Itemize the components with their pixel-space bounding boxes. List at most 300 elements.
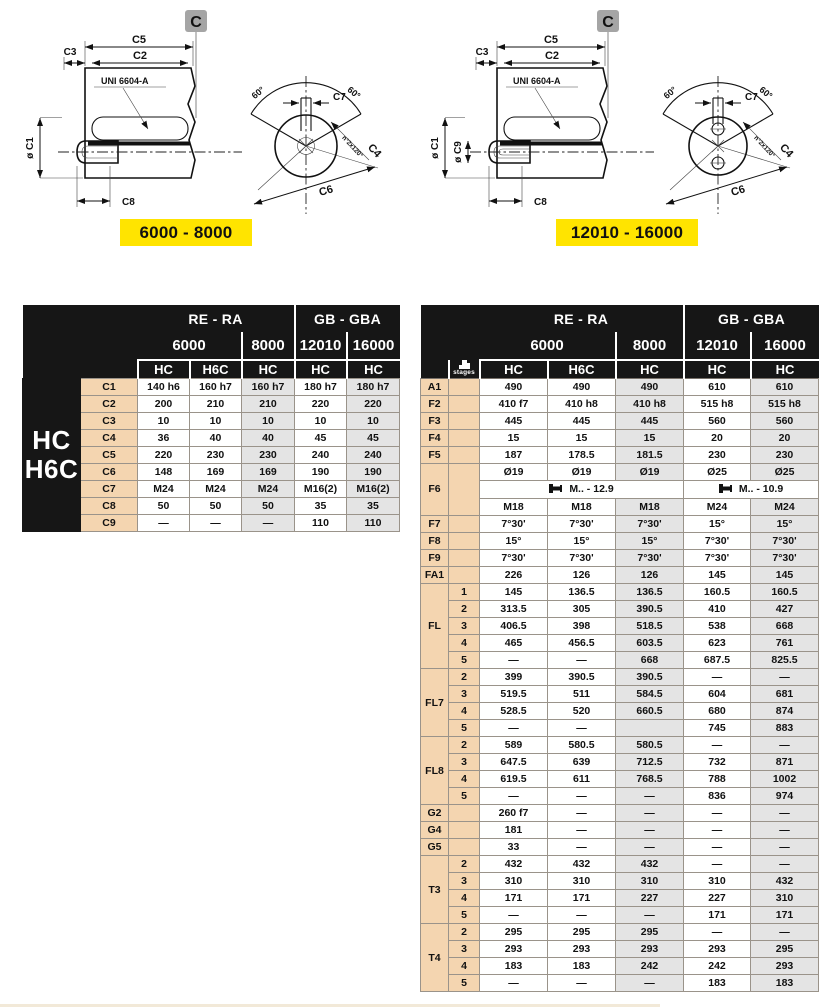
value-cell: 580.5: [616, 737, 684, 754]
stage-cell: [449, 378, 480, 395]
stage-cell: [449, 395, 480, 412]
value-cell: 171: [548, 890, 616, 907]
value-cell: 432: [548, 856, 616, 873]
value-cell: 15: [548, 429, 616, 446]
value-cell: 15°: [616, 533, 684, 550]
value-cell: M16(2): [295, 480, 347, 497]
value-cell: 183: [480, 958, 548, 975]
value-cell: 183: [684, 975, 751, 992]
dim-label-c8: C8: [122, 197, 135, 208]
table-row: [421, 463, 819, 480]
value-cell: 242: [616, 958, 684, 975]
value-cell: 432: [751, 873, 819, 890]
value-cell: 160 h7: [242, 378, 295, 395]
value-cell: 511: [548, 686, 616, 703]
value-cell: 160.5: [684, 584, 751, 601]
stage-cell: 2: [449, 737, 480, 754]
stage-cell: [449, 567, 480, 584]
value-cell: 745: [684, 720, 751, 737]
value-cell: 7°30': [751, 550, 819, 567]
table-row: [421, 669, 819, 686]
value-cell: 242: [684, 958, 751, 975]
value-cell: —: [684, 822, 751, 839]
value-cell: 515 h8: [684, 395, 751, 412]
value-cell: 230: [190, 446, 242, 463]
angle-label-right: 60°: [757, 84, 775, 101]
table-row: [421, 941, 819, 958]
value-cell: 399: [480, 669, 548, 686]
value-cell: 465: [480, 635, 548, 652]
value-cell: 178.5: [548, 446, 616, 463]
value-cell: 610: [751, 378, 819, 395]
value-cell: 10: [190, 412, 242, 429]
value-cell: 668: [616, 652, 684, 669]
table-row: [421, 771, 819, 788]
value-cell: 240: [347, 446, 400, 463]
table-row: [421, 720, 819, 737]
value-cell: —: [684, 805, 751, 822]
value-cell: 538: [684, 618, 751, 635]
row-label-F2: F2: [421, 395, 449, 412]
value-cell: —: [548, 652, 616, 669]
table-row: [421, 703, 819, 720]
value-cell: —: [616, 975, 684, 992]
value-cell: 110: [347, 514, 400, 531]
value-cell: 520: [548, 703, 616, 720]
value-cell: 145: [751, 567, 819, 584]
value-cell: 171: [684, 907, 751, 924]
value-cell: 639: [548, 754, 616, 771]
value-cell: 7°30': [548, 550, 616, 567]
right-table-header: [421, 305, 819, 378]
value-cell: 515 h8: [751, 395, 819, 412]
stage-cell: 4: [449, 958, 480, 975]
value-cell: 7°30': [616, 516, 684, 533]
value-cell: 1002: [751, 771, 819, 788]
value-cell: 180 h7: [347, 378, 400, 395]
bolt-icon: [719, 484, 732, 493]
value-cell: 20: [684, 429, 751, 446]
stage-cell: 3: [449, 941, 480, 958]
table-row: [421, 499, 819, 516]
value-cell: 10: [138, 412, 190, 429]
row-label-C7: C7: [81, 480, 138, 497]
model-header: HC: [295, 360, 347, 378]
value-cell: 310: [751, 890, 819, 907]
value-cell: —: [480, 788, 548, 805]
model-header: H6C: [190, 360, 242, 378]
row-label-FL: FL: [421, 584, 449, 669]
value-cell: —: [548, 805, 616, 822]
stage-cell: 2: [449, 924, 480, 941]
value-cell: 681: [751, 686, 819, 703]
row-label-F6: F6: [421, 463, 449, 516]
table-row: [421, 480, 819, 499]
size-header-6000: 6000: [138, 332, 242, 360]
value-cell: 680: [684, 703, 751, 720]
value-cell: 160 h7: [190, 378, 242, 395]
dim-label-c6: C6: [729, 183, 747, 199]
value-cell: 35: [295, 497, 347, 514]
value-cell: —: [480, 720, 548, 737]
value-cell: 295: [548, 924, 616, 941]
value-cell: 295: [480, 924, 548, 941]
header-corner: [421, 360, 449, 378]
stage-cell: [449, 822, 480, 839]
row-label-C2: C2: [81, 395, 138, 412]
value-cell: 220: [138, 446, 190, 463]
table-row: [421, 533, 819, 550]
value-cell: 871: [751, 754, 819, 771]
value-cell: 390.5: [548, 669, 616, 686]
value-cell: 610: [684, 378, 751, 395]
size-header-16000: 16000: [347, 332, 400, 360]
value-cell: 406.5: [480, 618, 548, 635]
table-row: [421, 788, 819, 805]
row-label-F4: F4: [421, 429, 449, 446]
stage-cell: [449, 516, 480, 533]
value-cell: 293: [751, 958, 819, 975]
value-cell: —: [548, 788, 616, 805]
value-cell: Ø19: [616, 463, 684, 480]
size-header-12010: 12010: [295, 332, 347, 360]
value-cell: 7°30': [751, 533, 819, 550]
dim-label-c1: ø C1: [25, 137, 36, 159]
value-cell: 15°: [751, 516, 819, 533]
model-header: H6C: [548, 360, 616, 378]
value-cell: 50: [190, 497, 242, 514]
bolt-icon: [549, 484, 562, 493]
stage-cell: 5: [449, 720, 480, 737]
bolt-class-label: M.. - 10.9: [738, 482, 784, 495]
value-cell: 310: [548, 873, 616, 890]
value-cell: —: [751, 839, 819, 856]
value-cell: 45: [295, 429, 347, 446]
table-row: [421, 601, 819, 618]
value-cell: 227: [616, 890, 684, 907]
value-cell: 33: [480, 839, 548, 856]
model-header: HC: [347, 360, 400, 378]
value-cell: —: [548, 720, 616, 737]
value-cell: 15°: [548, 533, 616, 550]
value-cell: 50: [242, 497, 295, 514]
value-cell: M18: [616, 499, 684, 516]
bolt-class-content: [719, 481, 783, 497]
value-cell: 293: [616, 941, 684, 958]
value-cell: 126: [616, 567, 684, 584]
value-cell: —: [684, 856, 751, 873]
model-header: HC: [616, 360, 684, 378]
value-cell: 313.5: [480, 601, 548, 618]
value-cell: 140 h6: [138, 378, 190, 395]
value-cell: 974: [751, 788, 819, 805]
value-cell: 180 h7: [295, 378, 347, 395]
stage-cell: 5: [449, 652, 480, 669]
shaft-drawing-12010-16000: [415, 0, 829, 255]
stage-cell: [449, 533, 480, 550]
table-row: [421, 567, 819, 584]
value-cell: M24: [138, 480, 190, 497]
value-cell: 445: [480, 412, 548, 429]
table-row: [421, 395, 819, 412]
value-cell: 604: [684, 686, 751, 703]
value-cell: —: [751, 737, 819, 754]
value-cell: 136.5: [616, 584, 684, 601]
value-cell: 183: [751, 975, 819, 992]
stage-cell: 4: [449, 771, 480, 788]
value-cell: 160.5: [751, 584, 819, 601]
value-cell: 623: [684, 635, 751, 652]
holes-note-label: n°2x120°: [340, 134, 364, 160]
table-row: [421, 618, 819, 635]
stage-cell: [449, 805, 480, 822]
stage-cell: 3: [449, 618, 480, 635]
value-cell: 295: [751, 941, 819, 958]
value-cell: 611: [548, 771, 616, 788]
stage-cell: 4: [449, 703, 480, 720]
table-row: [421, 584, 819, 601]
value-cell: 50: [138, 497, 190, 514]
value-cell: —: [684, 737, 751, 754]
model-range-caption: 12010 - 16000: [556, 219, 698, 246]
row-label-C8: C8: [81, 497, 138, 514]
value-cell: Ø19: [480, 463, 548, 480]
size-header-6000: 6000: [480, 332, 616, 360]
value-cell: 227: [684, 890, 751, 907]
bolt-class-content: [549, 481, 613, 497]
dim-label-c6: C6: [317, 183, 335, 199]
stage-cell: 3: [449, 754, 480, 771]
row-label-C9: C9: [81, 514, 138, 531]
value-cell: 528.5: [480, 703, 548, 720]
value-cell: —: [616, 788, 684, 805]
stages-column-header: [449, 360, 480, 378]
value-cell: M18: [480, 499, 548, 516]
dim-label-c7: C7: [333, 92, 346, 103]
value-cell: 293: [684, 941, 751, 958]
table-row: [421, 890, 819, 907]
value-cell: 7°30': [684, 533, 751, 550]
shaft-drawing-6000-8000: [0, 0, 415, 255]
stage-cell: 5: [449, 975, 480, 992]
model-header: HC: [480, 360, 548, 378]
value-cell: 305: [548, 601, 616, 618]
row-label-F3: F3: [421, 412, 449, 429]
value-cell: —: [751, 669, 819, 686]
value-cell: 490: [616, 378, 684, 395]
value-cell: 445: [548, 412, 616, 429]
dim-label-c5: C5: [131, 34, 147, 46]
value-cell: 687.5: [684, 652, 751, 669]
size-header-12010: 12010: [684, 332, 751, 360]
stage-cell: [449, 429, 480, 446]
value-cell: M16(2): [347, 480, 400, 497]
stage-cell: [449, 446, 480, 463]
table-row: [421, 856, 819, 873]
value-cell: 432: [616, 856, 684, 873]
section-tag-letter: C: [190, 14, 202, 31]
value-cell: —: [616, 805, 684, 822]
value-cell: 136.5: [548, 584, 616, 601]
dim-label-c5: C5: [543, 34, 559, 46]
value-cell: 230: [242, 446, 295, 463]
value-cell: 171: [751, 907, 819, 924]
value-cell: 15: [616, 429, 684, 446]
row-label-T4: T4: [421, 924, 449, 992]
angle-label-right: 60°: [345, 84, 363, 101]
row-label-F8: F8: [421, 533, 449, 550]
value-cell: 732: [684, 754, 751, 771]
value-cell: 145: [684, 567, 751, 584]
dim-label-c3: C3: [63, 47, 77, 58]
keyway-standard-label: UNI 6604-A: [101, 76, 149, 86]
value-cell: —: [548, 907, 616, 924]
bolt-class-cell: [684, 480, 819, 499]
holes-note-label: n°2x120°: [752, 134, 776, 160]
value-cell: 171: [480, 890, 548, 907]
stages-icon: [459, 360, 470, 369]
row-label-C3: C3: [81, 412, 138, 429]
bolt-class-label: M.. - 12.9: [569, 482, 614, 495]
value-cell: 7°30': [684, 550, 751, 567]
value-cell: 427: [751, 601, 819, 618]
mounting-dimensions-table: [420, 305, 819, 992]
value-cell: —: [751, 805, 819, 822]
value-cell: 181: [480, 822, 548, 839]
table-row: [421, 412, 819, 429]
value-cell: 519.5: [480, 686, 548, 703]
value-cell: 456.5: [548, 635, 616, 652]
model-header: HC: [684, 360, 751, 378]
model-range-caption: 6000 - 8000: [120, 219, 252, 246]
value-cell: —: [684, 924, 751, 941]
angle-label-left: 60°: [249, 84, 267, 101]
value-cell: 874: [751, 703, 819, 720]
value-cell: 40: [190, 429, 242, 446]
stage-cell: 4: [449, 635, 480, 652]
table-row: [421, 822, 819, 839]
keyway-standard-label: UNI 6604-A: [513, 76, 561, 86]
model-header: HC: [138, 360, 190, 378]
dim-label-c7: C7: [745, 92, 758, 103]
value-cell: 148: [138, 463, 190, 480]
dim-label-c1: ø C1: [430, 137, 441, 159]
value-cell: 15°: [684, 516, 751, 533]
stages-label: stages: [453, 369, 475, 377]
table-row: [421, 839, 819, 856]
value-cell: 181.5: [616, 446, 684, 463]
dim-label-c9: ø C9: [453, 141, 464, 163]
value-cell: Ø19: [548, 463, 616, 480]
value-cell: 40: [242, 429, 295, 446]
value-cell: 589: [480, 737, 548, 754]
size-header-8000: 8000: [616, 332, 684, 360]
value-cell: 761: [751, 635, 819, 652]
stage-cell: 4: [449, 890, 480, 907]
value-cell: 310: [616, 873, 684, 890]
value-cell: M24: [751, 499, 819, 516]
value-cell: —: [548, 839, 616, 856]
table-row: [421, 652, 819, 669]
header-corner: [23, 360, 138, 378]
value-cell: —: [616, 822, 684, 839]
value-cell: 768.5: [616, 771, 684, 788]
size-header-8000: 8000: [242, 332, 295, 360]
left-table-header: [23, 305, 400, 378]
row-label-G5: G5: [421, 839, 449, 856]
table-row: [421, 378, 819, 395]
stage-cell: 5: [449, 788, 480, 805]
row-label-G4: G4: [421, 822, 449, 839]
value-cell: 432: [480, 856, 548, 873]
value-cell: 883: [751, 720, 819, 737]
value-cell: 35: [347, 497, 400, 514]
value-cell: —: [684, 669, 751, 686]
value-cell: 310: [480, 873, 548, 890]
value-cell: 7°30': [480, 550, 548, 567]
shaft-dimensions-table: [22, 305, 400, 532]
size-header-16000: 16000: [751, 332, 819, 360]
table-row: [23, 378, 400, 395]
value-cell: M24: [684, 499, 751, 516]
value-cell: 210: [242, 395, 295, 412]
value-cell: 295: [616, 924, 684, 941]
value-cell: 310: [684, 873, 751, 890]
value-cell: 410 f7: [480, 395, 548, 412]
value-cell: 410 h8: [548, 395, 616, 412]
value-cell: —: [751, 856, 819, 873]
left-table-body: [23, 378, 400, 531]
table-row: [421, 429, 819, 446]
value-cell: 445: [616, 412, 684, 429]
value-cell: —: [480, 975, 548, 992]
column-group-gb-gba: GB - GBA: [295, 305, 400, 332]
value-cell: 169: [242, 463, 295, 480]
value-cell: —: [242, 514, 295, 531]
value-cell: 712.5: [616, 754, 684, 771]
value-cell: 293: [480, 941, 548, 958]
value-cell: M24: [242, 480, 295, 497]
row-label-G2: G2: [421, 805, 449, 822]
dim-label-c4: C4: [777, 141, 796, 161]
stage-cell: [449, 412, 480, 429]
stage-cell: 3: [449, 873, 480, 890]
model-header: HC: [751, 360, 819, 378]
value-cell: 187: [480, 446, 548, 463]
value-cell: 668: [751, 618, 819, 635]
value-cell: 7°30': [616, 550, 684, 567]
stage-cell: 5: [449, 907, 480, 924]
value-cell: 788: [684, 771, 751, 788]
value-cell: —: [548, 822, 616, 839]
right-table-body: [421, 378, 819, 992]
value-cell: 660.5: [616, 703, 684, 720]
value-cell: M18: [548, 499, 616, 516]
row-label-F9: F9: [421, 550, 449, 567]
dim-label-c3: C3: [475, 47, 489, 58]
value-cell: 210: [190, 395, 242, 412]
table-row: [421, 907, 819, 924]
stage-cell: [449, 463, 480, 516]
value-cell: 10: [242, 412, 295, 429]
value-cell: 490: [548, 378, 616, 395]
row-label-T3: T3: [421, 856, 449, 924]
column-group-re-ra: RE - RA: [480, 305, 684, 332]
row-label-C6: C6: [81, 463, 138, 480]
side-label-line: H6C: [24, 453, 79, 484]
dim-label-c2: C2: [544, 50, 560, 62]
value-cell: 398: [548, 618, 616, 635]
